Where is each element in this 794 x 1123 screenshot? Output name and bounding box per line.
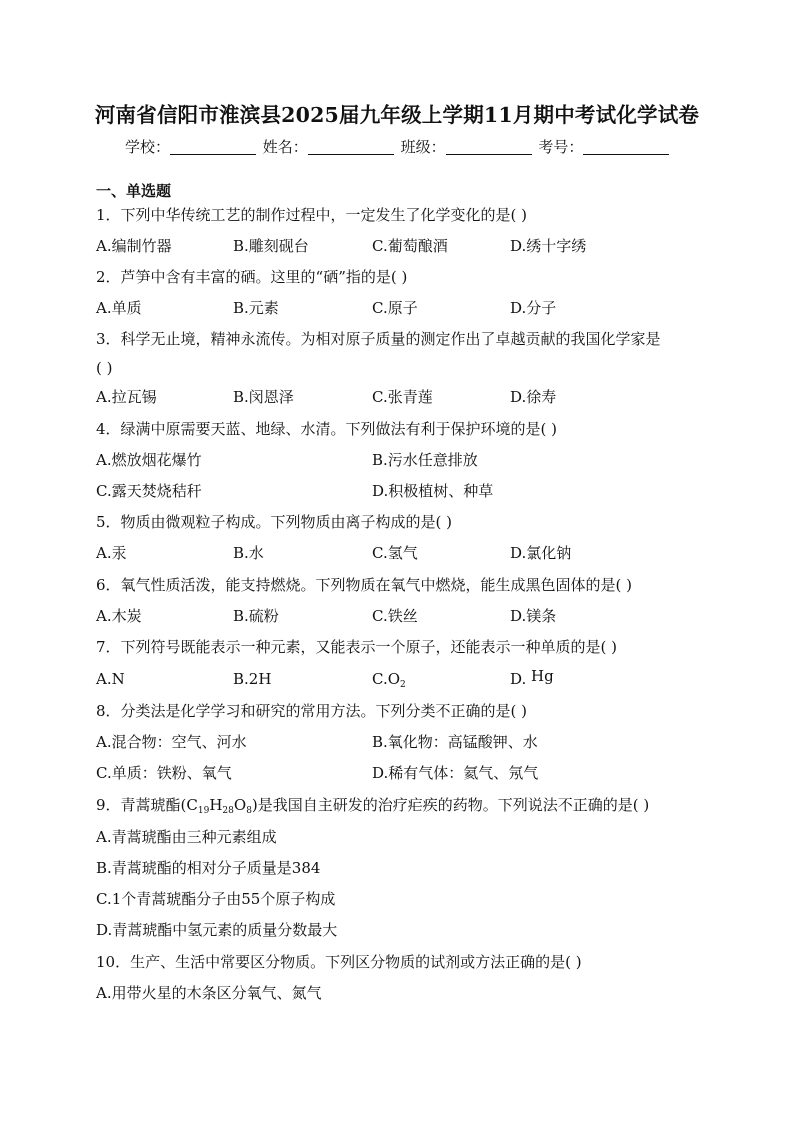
option: C.铁丝 bbox=[372, 607, 418, 625]
option: B.硫粉 bbox=[233, 607, 279, 625]
option: A.青蒿琥酯由三种元素组成 bbox=[96, 828, 277, 846]
name-blank bbox=[308, 140, 394, 155]
question-stem: 1．下列中华传统工艺的制作过程中，一定发生了化学变化的是( ) bbox=[96, 206, 528, 224]
section-heading: 一、单选题 bbox=[96, 182, 172, 200]
question-stem: 2．芦笋中含有丰富的硒。这里的“硒”指的是( ) bbox=[96, 268, 408, 286]
option: A.拉瓦锡 bbox=[96, 388, 157, 406]
formula-o2: $O_2$ bbox=[387, 670, 406, 690]
option: D.积极植树、种草 bbox=[372, 482, 494, 500]
option: C.张青莲 bbox=[372, 388, 433, 406]
class-blank bbox=[446, 140, 532, 155]
class-label: 班级： bbox=[400, 138, 446, 156]
option: B.氧化物：高锰酸钾、水 bbox=[372, 733, 538, 751]
name-label: 姓名： bbox=[262, 138, 308, 156]
student-info-row bbox=[125, 136, 671, 157]
option: D.青蒿琥酯中氢元素的质量分数最大 bbox=[96, 921, 338, 939]
option: A.用带火星的木条区分氧气、氮气 bbox=[96, 984, 322, 1002]
question-stem: 6．氧气性质活泼，能支持燃烧。下列物质在氧气中燃烧，能生成黑色固体的是( ) bbox=[96, 576, 633, 594]
number-label: 考号： bbox=[538, 138, 584, 156]
option: C.露天焚烧秸秆 bbox=[96, 482, 202, 500]
school-label: 学校： bbox=[125, 138, 171, 156]
option: C.葡萄酿酒 bbox=[372, 237, 448, 255]
option: B.污水任意排放 bbox=[372, 451, 478, 469]
option: B.雕刻砚台 bbox=[233, 237, 309, 255]
option-letter: C. bbox=[372, 670, 388, 688]
question-stem: 5．物质由微观粒子构成。下列物质由离子构成的是( ) bbox=[96, 513, 453, 531]
option: A.汞 bbox=[96, 544, 127, 562]
question-stem: 3．科学无止境，精神永流传。为相对原子质量的测定作出了卓越贡献的我国化学家是 bbox=[96, 330, 661, 348]
option: B.2H bbox=[233, 670, 272, 688]
option: C.原子 bbox=[372, 299, 418, 317]
option: A.木炭 bbox=[96, 607, 142, 625]
option: B.闵恩泽 bbox=[233, 388, 294, 406]
number-blank bbox=[583, 140, 669, 155]
option bbox=[510, 669, 554, 689]
option: D.镁条 bbox=[510, 607, 557, 625]
option: C.氢气 bbox=[372, 544, 418, 562]
option: A.编制竹器 bbox=[96, 237, 172, 255]
option: A.混合物：空气、河水 bbox=[96, 733, 247, 751]
formula-hg: Hg bbox=[531, 667, 554, 685]
exam-title: 河南省信阳市淮滨县2025届九年级上学期11月期中考试化学试卷 bbox=[94, 103, 700, 127]
option: B.元素 bbox=[233, 299, 279, 317]
option bbox=[372, 669, 406, 695]
option: B.青蒿琥酯的相对分子质量是384 bbox=[96, 859, 321, 877]
question-stem: 10．生产、生活中常要区分物质。下列区分物质的试剂或方法正确的是( ) bbox=[96, 953, 582, 971]
option: C.1个青蒿琥酯分子由55个原子构成 bbox=[96, 890, 336, 908]
option: D.绣十字绣 bbox=[510, 237, 587, 255]
option: D.徐寿 bbox=[510, 388, 557, 406]
question-stem: 7．下列符号既能表示一种元素，又能表示一个原子，还能表示一种单质的是( ) bbox=[96, 638, 618, 656]
option-letter: D. bbox=[510, 670, 527, 688]
option: A.单质 bbox=[96, 299, 142, 317]
school-blank bbox=[170, 140, 256, 155]
question-stem: 9．青蒿琥酯$(C_{19}H_{28}O_8)$是我国自主研发的治疗疟疾的药物。下列说法不正确的是( ) bbox=[96, 796, 650, 816]
question-stem-continued: ( ) bbox=[96, 359, 113, 377]
option: A.燃放烟花爆竹 bbox=[96, 451, 202, 469]
option: B.水 bbox=[233, 544, 264, 562]
option: C.单质：铁粉、氧气 bbox=[96, 764, 232, 782]
option: D.分子 bbox=[510, 299, 557, 317]
question-stem: 4．绿满中原需要天蓝、地绿、水清。下列做法有利于保护环境的是( ) bbox=[96, 420, 558, 438]
option: A.N bbox=[96, 670, 125, 688]
option: D.氯化钠 bbox=[510, 544, 572, 562]
question-stem: 8．分类法是化学学习和研究的常用方法。下列分类不正确的是( ) bbox=[96, 702, 528, 720]
option: D.稀有气体：氦气、氖气 bbox=[372, 764, 539, 782]
